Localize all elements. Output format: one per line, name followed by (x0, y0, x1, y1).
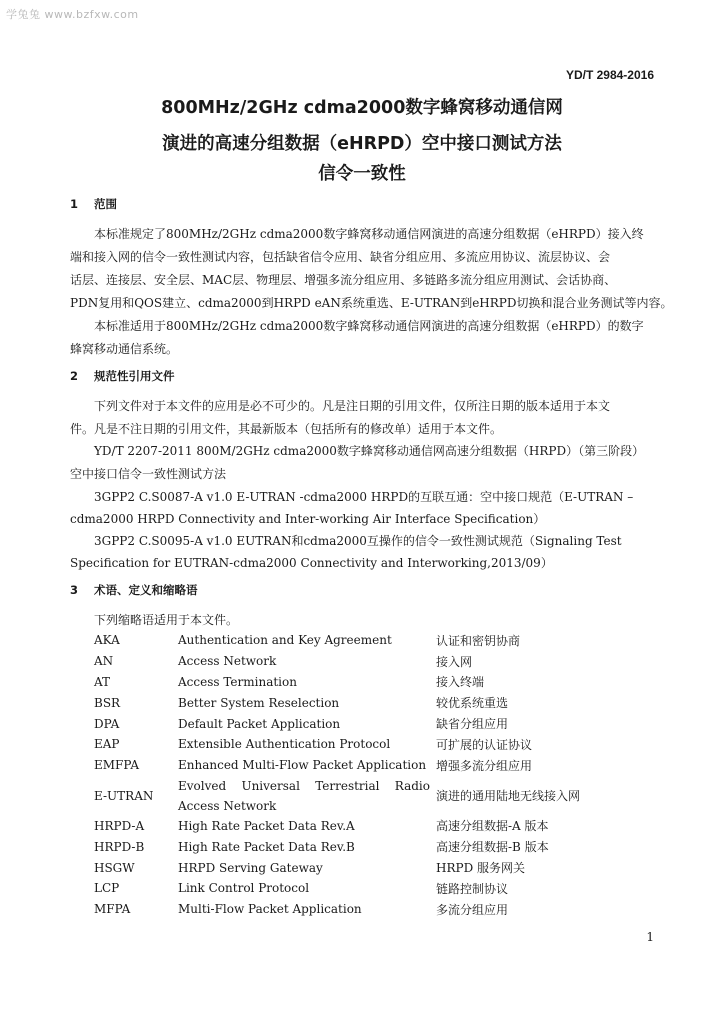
abbr-english: Default Packet Application (178, 716, 341, 731)
section-number: 1 (70, 197, 79, 211)
title-line-1: 800MHz/2GHz cdma2000数字蜂窝移动通信网 (161, 98, 563, 118)
table-row (94, 836, 580, 857)
abbr-term: EMFPA (94, 758, 140, 773)
paragraph-line: 蜂窝移动通信系统。 (70, 342, 179, 356)
table-row (94, 878, 580, 899)
reference-line: YD/T 2207-2011 800M/2GHz cdma2000数字蜂窝移动通信网高速分组数据（HRPD）（第三阶段） (94, 444, 645, 458)
abbr-english: Access Network (178, 654, 277, 669)
section-3-heading (70, 582, 198, 598)
abbr-chinese: HRPD 服务网关 (436, 861, 526, 876)
section-1-heading (70, 196, 117, 212)
section-number: 2 (70, 369, 79, 383)
paragraph-line: 下列文件对于本文件的应用是必不可少的。凡是注日期的引用文件，仅所注日期的版本适用于本文 (94, 399, 611, 413)
section-number: 3 (70, 583, 79, 597)
abbr-chinese: 演进的通用陆地无线接入网 (436, 789, 581, 804)
table-row (94, 630, 580, 651)
table-row (94, 899, 580, 920)
abbr-term: LCP (94, 881, 120, 896)
reference-line: 空中接口信令一致性测试方法 (70, 467, 227, 481)
abbr-term: HSGW (94, 860, 135, 875)
abbr-english: Access Termination (178, 674, 297, 689)
abbreviation-table (94, 630, 580, 920)
abbr-chinese: 增强多流分组应用 (436, 758, 533, 773)
abbr-chinese: 高速分组数据-A 版本 (436, 819, 549, 834)
section-title: 范围 (94, 197, 118, 211)
section-2-heading (70, 368, 175, 384)
paragraph-line: PDN复用和QOS建立、cdma2000到HRPD eAN系统重选、E-UTRAN到eHRPD切换和混合业务测试等内容。 (70, 296, 673, 310)
abbr-term: HRPD-A (94, 818, 145, 833)
abbr-term: AN (94, 654, 114, 669)
abbr-term: DPA (94, 716, 120, 731)
reference-line: 3GPP2 C.S0087-A v1.0 E-UTRAN -cdma2000 HRPD的互联互通：空中接口规范（E-UTRAN – (94, 490, 634, 504)
table-row (94, 776, 580, 816)
abbr-term: AT (94, 674, 111, 689)
title-line-3: 信令一致性 (318, 164, 406, 184)
abbr-chinese: 认证和密钥协商 (436, 633, 521, 648)
watermark: 学兔兔 www.bzfxw.com (6, 8, 139, 21)
paragraph-line: 端和接入网的信令一致性测试内容，包括缺省信令应用、缺省分组应用、多流应用协议、流层协议、会 (70, 250, 611, 264)
abbr-chinese: 缺省分组应用 (436, 717, 509, 732)
page-number: 1 (646, 930, 654, 944)
abbr-english: Evolved Universal Terrestrial Radio Access Network (178, 778, 430, 813)
table-row (94, 755, 580, 776)
abbr-term: E-UTRAN (94, 788, 154, 803)
abbr-english: HRPD Serving Gateway (178, 860, 323, 875)
abbr-english: High Rate Packet Data Rev.B (178, 839, 355, 854)
abbr-english: Enhanced Multi-Flow Packet Application (178, 758, 427, 773)
abbr-term: BSR (94, 695, 121, 710)
paragraph-line: 本标准规定了800MHz/2GHz cdma2000数字蜂窝移动通信网演进的高速分组数据（eHRPD）接入终 (94, 227, 644, 241)
abbreviation-intro: 下列缩略语适用于本文件。 (94, 613, 239, 627)
abbr-english: Multi-Flow Packet Application (178, 902, 362, 917)
table-row (94, 734, 580, 755)
table-row (94, 651, 580, 672)
paragraph-line: 本标准适用于800MHz/2GHz cdma2000数字蜂窝移动通信网演进的高速分组数据（eHRPD）的数字 (94, 319, 644, 333)
table-row (94, 692, 580, 713)
abbr-chinese: 较优系统重选 (436, 696, 509, 711)
abbr-chinese: 可扩展的认证协议 (436, 737, 533, 752)
section-title: 术语、定义和缩略语 (94, 583, 198, 597)
section-title: 规范性引用文件 (94, 369, 175, 383)
abbr-chinese: 接入网 (436, 654, 473, 669)
reference-line: cdma2000 HRPD Connectivity and Inter-working Air Interface Specification） (70, 512, 546, 526)
abbr-english: Extensible Authentication Protocol (178, 737, 391, 752)
reference-line: 3GPP2 C.S0095-A v1.0 EUTRAN和cdma2000互操作的信令一致性测试规范（Signaling Test (94, 534, 622, 548)
abbr-chinese: 接入终端 (436, 675, 485, 690)
table-row (94, 672, 580, 693)
abbr-english: High Rate Packet Data Rev.A (178, 818, 355, 833)
paragraph-line: 件。凡是不注日期的引用文件，其最新版本（包括所有的修改单）适用于本文件。 (70, 422, 503, 436)
abbr-chinese: 链路控制协议 (436, 881, 509, 896)
abbr-english: Link Control Protocol (178, 881, 310, 896)
abbr-term: EAP (94, 737, 120, 752)
table-row (94, 857, 580, 878)
abbr-english: Better System Reselection (178, 695, 340, 710)
abbr-term: HRPD-B (94, 839, 145, 854)
table-row (94, 816, 580, 837)
title-line-2: 演进的高速分组数据（eHRPD）空中接口测试方法 (162, 134, 562, 154)
reference-line: Specification for EUTRAN-cdma2000 Connectivity and Interworking,2013/09） (70, 556, 553, 570)
abbr-chinese: 高速分组数据-B 版本 (436, 840, 549, 855)
standard-number: YD/T 2984-2016 (565, 68, 654, 82)
abbr-term: MFPA (94, 902, 131, 917)
abbr-term: AKA (94, 633, 120, 648)
table-row (94, 713, 580, 734)
paragraph-line: 话层、连接层、安全层、MAC层、物理层、增强多流分组应用、多链路多流分组应用测试、会话协商、 (70, 273, 617, 287)
abbr-chinese: 多流分组应用 (436, 902, 509, 917)
abbr-english: Authentication and Key Agreement (178, 633, 392, 648)
